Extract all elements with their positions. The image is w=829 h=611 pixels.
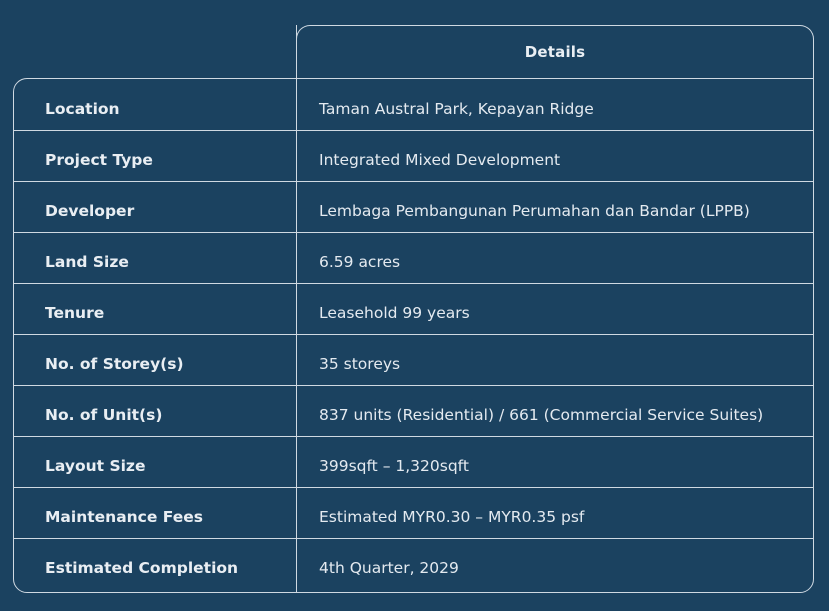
column-divider <box>296 25 297 593</box>
row-label-land-size: Land Size <box>45 252 129 271</box>
row-label-storeys: No. of Storey(s) <box>45 354 184 373</box>
row-value-tenure: Leasehold 99 years <box>319 303 470 322</box>
row-label-developer: Developer <box>45 201 135 220</box>
row-label-layout-size: Layout Size <box>45 456 146 475</box>
row-label-location: Location <box>45 99 120 118</box>
row-value-storeys: 35 storeys <box>319 354 401 373</box>
row-value-maintenance-fees: Estimated MYR0.30 – MYR0.35 psf <box>319 507 585 526</box>
row-value-layout-size: 399sqft – 1,320sqft <box>319 456 469 475</box>
row-value-location: Taman Austral Park, Kepayan Ridge <box>319 99 594 118</box>
row-value-units: 837 units (Residential) / 661 (Commercial Service Suites) <box>319 405 764 424</box>
row-label-maintenance-fees: Maintenance Fees <box>45 507 203 526</box>
row-value-land-size: 6.59 acres <box>319 252 401 271</box>
row-value-estimated-completion: 4th Quarter, 2029 <box>319 558 459 577</box>
row-value-developer: Lembaga Pembangunan Perumahan dan Bandar (LPPB) <box>319 201 750 220</box>
details-column-header: Details <box>524 42 586 61</box>
row-label-estimated-completion: Estimated Completion <box>45 558 239 577</box>
row-label-project-type: Project Type <box>45 150 153 169</box>
row-label-units: No. of Unit(s) <box>45 405 163 424</box>
row-label-tenure: Tenure <box>45 303 105 322</box>
row-value-project-type: Integrated Mixed Development <box>319 150 561 169</box>
